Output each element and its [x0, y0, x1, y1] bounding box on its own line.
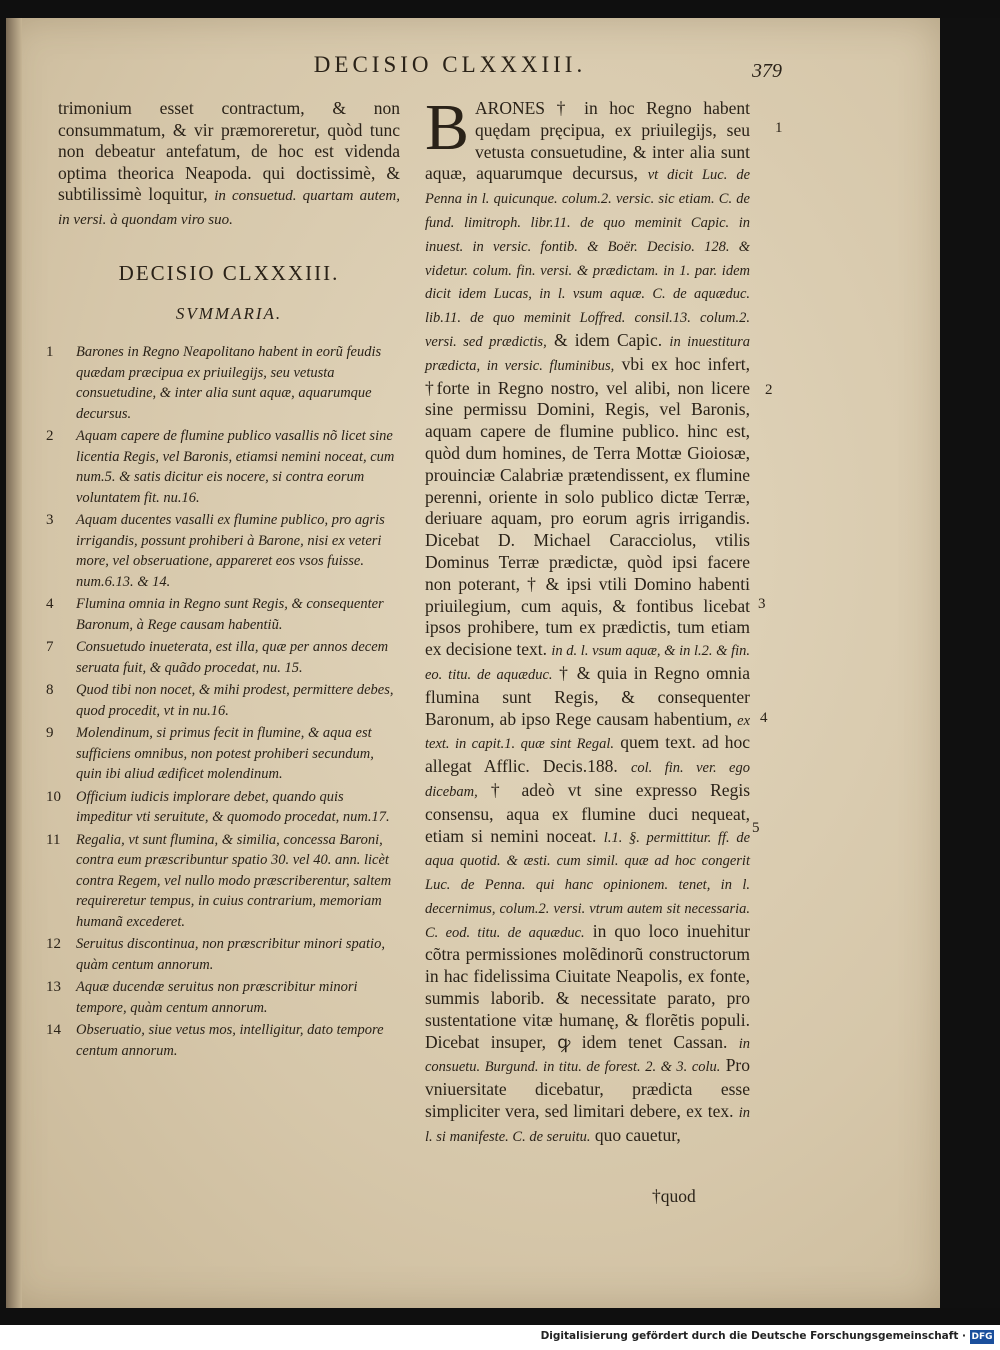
- body-paragraph-4: † & quia in Regno omnia flumina sunt Regis, & consequenter Baronum, ab ipso Rege causam habentium,: [425, 662, 750, 729]
- summary-item: [46, 510, 400, 592]
- left-column: [46, 98, 400, 1063]
- summary-num: 10: [46, 788, 61, 805]
- margin-number: 2: [765, 382, 773, 398]
- body-citation-1: vt dicit Luc. de Penna in l. quicunque. colum.2. versic. sic etiam. C. de fund. limitroph. libr.11. de quo meminit Capic. in inuest. in versic. fontib. & Boër. Decisio. 128. & videtur. colum. fin. versi. & prædictam. in 1. par. idem dicit idem Lucas, in l. vsum aquæ. C. de aquæduc. lib.11. de quo meminit Loffred. consil.13. colum.2. versi. sed prædictis,: [425, 167, 751, 350]
- summary-text: Aquæ ducendæ seruitus non præscribitur minori tempore, quàm centum annorum.: [76, 979, 358, 1016]
- summary-num: 4: [46, 596, 54, 612]
- body-citation-7: in consuetu. Burgund. in titu. de forest. 2. & 3. colu.: [425, 1035, 751, 1076]
- summary-item: [46, 934, 400, 975]
- summary-text: Flumina omnia in Regno sunt Regis, & consequenter Baronum, à Rege causam habentiũ.: [76, 596, 384, 633]
- summary-item: [46, 594, 400, 635]
- summary-num: 1: [46, 344, 54, 360]
- dfg-logo-icon: DFG: [971, 1332, 993, 1342]
- margin-number: 4: [760, 710, 768, 726]
- right-column: [425, 91, 751, 1149]
- summary-text: Regalia, vt sunt flumina, & similia, concessa Baroni, contra eum præscribuntur spatio 30. vel 40. ann. licèt contra Regem, vel nullo modo præscriberentur, saltem requireretur tempus, in cuius contrarium, memoriam humanã excederet.: [76, 831, 392, 930]
- summary-num: 13: [46, 979, 61, 995]
- body-citation-2: in inuestitura prædicta, in versic. fluminibus,: [425, 333, 751, 374]
- summary-item: [46, 787, 400, 828]
- summary-text: Consuetudo inueterata, est illa, quæ per annos decem seruata fuit, & quãdo procedat, nu. 15.: [76, 639, 389, 676]
- summary-text: Aquam ducentes vasalli ex flumine publico, pro agris irrigandis, possunt prohiberi à Barone, nisi ex veteri more, vel obseruatione, appareret eos vsos fuisse. num.6.13. & 14.: [76, 512, 385, 590]
- summary-num: 3: [46, 512, 54, 528]
- summary-item: [46, 977, 400, 1018]
- margin-number: 3: [758, 596, 766, 612]
- intro-paragraph: [58, 98, 400, 231]
- body-paragraph-8: Pro vniuersitate dicebatur, prædicta esse simpliciter vera, sed limitari debere, ex tex.: [425, 1055, 750, 1122]
- footer-bar: [0, 1325, 1000, 1350]
- summary-num: 14: [46, 1022, 61, 1038]
- running-head: DECISIO CLXXXIII.: [313, 52, 587, 77]
- body-citation-8: in l. si manifeste. C. de seruitu.: [425, 1105, 750, 1145]
- summary-text: Molendinum, si primus fecit in flumine, & aqua est sufficiens omnibus, non potest prohiberi secundum, quin ibi aliud ædificet molendinum.: [76, 725, 374, 782]
- summary-text: Officium iudicis implorare debet, quando quis impeditur vti seruitute, & quomodo procedat, num.17.: [76, 788, 390, 825]
- page-number: 379: [752, 60, 782, 82]
- body-citation-3: in d. l. vsum aquæ, & in l.2. & fin. eo. titu. de aquæduc.: [425, 643, 750, 683]
- page-gutter: [6, 18, 22, 1308]
- body-paragraph-2: & idem Capic.: [553, 329, 663, 350]
- summary-item: [46, 1020, 400, 1061]
- summary-text: Aquam capere de flumine publico vasallis nõ licet sine licentia Regis, vel Baronis, etiamsi nemini noceat, cum num.5. & satis dicitur eis nocere, si contra eorum voluntatem fit. nu.16.: [76, 428, 395, 506]
- drop-cap: B: [425, 91, 470, 164]
- body-citation-5: col. fin. ver. ego dicebam,: [425, 760, 750, 800]
- summary-num: 9: [46, 725, 54, 741]
- summary-item: [46, 342, 400, 424]
- summary-item: [46, 637, 400, 678]
- summary-text: Obseruatio, siue vetus mos, intelligitur, dato tempore centum annorum.: [76, 1022, 384, 1059]
- summary-list: [46, 342, 400, 1061]
- margin-number: 1: [775, 120, 783, 136]
- summary-item: [46, 830, 400, 933]
- body-citation-6: l.1. §. permittitur. ff. de aqua quotid. & æsti. cum simil. quæ ad hoc congerit Luc. de Penna. qui hanc opinionem. tenet, in l. decernimus, colum.2. versi. vtrum autem sit necessaria. C. eod. titu. de aquæduc.: [425, 829, 751, 941]
- summary-num: 11: [46, 831, 61, 848]
- intro-citation: in consuetud. quartam autem, in versi. à quondam viro suo.: [58, 188, 400, 228]
- summary-item: [46, 723, 400, 785]
- scan-border: [940, 18, 1000, 1308]
- footer-credit: Digitalisierung gefördert durch die Deutsche Forschungsgemeinschaft ·: [540, 1330, 966, 1342]
- body-paragraph-5: quem text. ad hoc allegat Afflic. Decis.188.: [425, 732, 751, 777]
- summary-item: [46, 426, 400, 508]
- margin-number: 5: [752, 820, 760, 836]
- section-title: DECISIO CLXXXIII.: [118, 261, 340, 285]
- body-paragraph-6: † adeò vt sine expresso Regis consensu, aqua ex flumine duci nequeat, etiam si nemini noceat.: [425, 779, 751, 846]
- summary-num: 2: [46, 428, 54, 444]
- summary-text: Quod tibi non nocet, & mihi prodest, permittere debes, quod procedit, vt in nu.16.: [76, 682, 394, 719]
- summary-num: 8: [46, 682, 54, 698]
- summaria-title: SVMMARIA.: [175, 304, 283, 323]
- intro-text: trimonium esset contractum, & non consummatum, & vir præmoreretur, quòd tunc non debeatur antefatum, de hoc est videnda optima theorica Neapoda. qui doctissimè, & subtilissimè loquitur,: [58, 98, 400, 204]
- catch-word: †quod: [652, 1186, 696, 1206]
- body-citation-4: ex text. in capit.1. quæ sint Regal.: [425, 712, 751, 753]
- body-paragraph-1: ARONES † in hoc Regno habent quędam pręcipua, ex priuilegijs, seu vetusta consuetudine, & inter alia sunt aquæ, aquarumque decursus,: [425, 98, 750, 184]
- body-paragraph-7: in quo loco inuehitur cõtra permissiones molẽdinorũ constructorum in hac fidelissima Ciuitate Neapolis, ex fonte, summis laborib. & necessitate parato, pro sustentatione vitæ humanę, & florẽtis populi. Dicebat insuper, ꝙ idem tenet Cassan.: [425, 920, 750, 1052]
- summary-text: Seruitus discontinua, non præscribitur minori spatio, quàm centum annorum.: [76, 936, 385, 973]
- summary-text: Barones in Regno Neapolitano habent in eorũ feudis quædam præcipua ex priuilegijs, seu vetusta consuetudine, & inter alia sunt aquæ, aquarumque decursus.: [76, 344, 382, 422]
- body-paragraph-3: vbi ex hoc infert, †forte in Regno nostro, vel alibi, non licere sine permissu Domini, Regis, vel Baronis, aquam capere de flumine publico. hinc est, quòd dum homines, de Terra Mottæ Gioiosæ, prouinciæ Calabriæ prætendissent, ex flumine perenni, oriente in solo publico dictæ Terræ, deriuare aquam, pro eorum agris irrigandis. Dicebat D. Michael Caracciolus, vtilis Dominus Terræ prædictæ, quòd ipsi facere non poterant, † & ipsi vtili Domino habenti priuilegium, cum aquis, & fontibus licebat ipsos prohibere, tum ex prædictis, tum etiam ex decisione text.: [425, 353, 751, 660]
- summary-item: [46, 680, 400, 721]
- summary-num: 7: [46, 639, 54, 655]
- summary-num: 12: [46, 936, 61, 952]
- body-paragraph-9: quo cauetur,: [594, 1124, 681, 1145]
